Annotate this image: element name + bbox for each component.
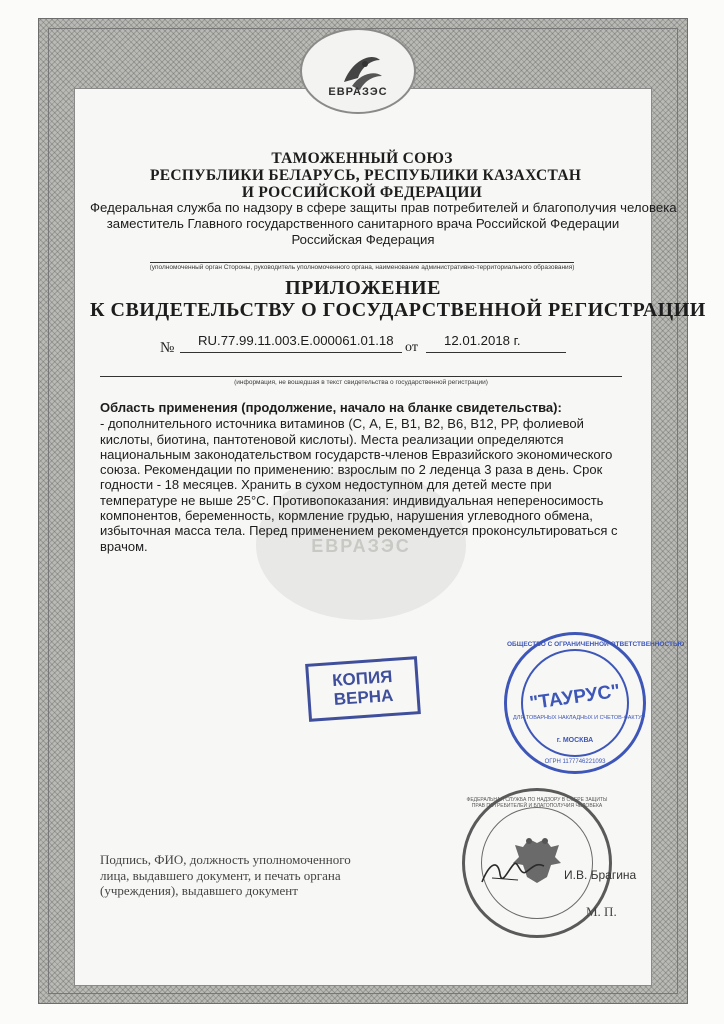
signatory-name: И.В. Брагина bbox=[564, 868, 637, 882]
signature-caption bbox=[100, 852, 420, 899]
emblem-swirl-icon bbox=[302, 30, 414, 112]
signature-caption-line3: (учреждения), выдавшего документ bbox=[100, 883, 298, 898]
company-seal bbox=[504, 632, 685, 774]
scope-heading: Область применения (продолжение, начало на бланке свидетельства): bbox=[100, 400, 562, 415]
application-scope bbox=[100, 400, 622, 554]
document-title: ПРИЛОЖЕНИЕ bbox=[285, 277, 441, 299]
emblem-label: ЕВРАЗЭС bbox=[328, 86, 388, 98]
signature-caption-line2: лица, выдавшего документ, и печать органа bbox=[100, 867, 341, 883]
company-seal-city: г. МОСКВА bbox=[556, 737, 594, 744]
agency-line3: Российская Федерация bbox=[291, 232, 435, 247]
document-subtitle: К СВИДЕТЕЛЬСТВУ О ГОСУДАРСТВЕННОЙ РЕГИСТРАЦИИ bbox=[90, 299, 706, 321]
registration-date: 12.01.2018 г. bbox=[444, 333, 521, 348]
info-caption: (информация, не вошедшая в текст свидетельства о государственной регистрации) bbox=[234, 379, 488, 386]
number-rule bbox=[180, 352, 402, 353]
union-title-line3: И РОССИЙСКОЙ ФЕДЕРАЦИИ bbox=[241, 184, 483, 201]
union-title-line2: РЕСПУБЛИКИ БЕЛАРУСЬ, РЕСПУБЛИКИ КАЗАХСТАН bbox=[150, 167, 582, 184]
company-seal-ogrn: ОГРН 1177746221093 bbox=[544, 759, 606, 765]
company-seal-ring-text: ОБЩЕСТВО С ОГРАНИЧЕННОЙ ОТВЕТСТВЕННОСТЬЮ bbox=[507, 641, 685, 648]
header-rule bbox=[150, 262, 574, 263]
info-rule bbox=[100, 376, 622, 377]
agency-line2: заместитель Главного государственного санитарного врача Российской Федерации bbox=[106, 216, 620, 231]
agency-line1: Федеральная служба по надзору в сфере защиты прав потребителей и благополучия человека bbox=[90, 200, 677, 215]
agency-seal-ring-text: ФЕДЕРАЛЬНАЯ СЛУЖБА ПО НАДЗОРУ В СФЕРЕ ЗАЩИТЫ ПРАВ ПОТРЕБИТЕЛЕЙ И БЛАГОПОЛУЧИЯ ЧЕЛОВЕКА bbox=[466, 797, 608, 809]
authority-caption: (уполномоченный орган Стороны, руководитель уполномоченного органа, наименование административно-территориального образования) bbox=[149, 264, 575, 271]
handwritten-signature bbox=[478, 852, 548, 892]
number-prefix: № bbox=[160, 340, 175, 356]
copy-stamp-line2: ВЕРНА bbox=[333, 685, 394, 710]
union-title-line1: ТАМОЖЕННЫЙ СОЮЗ bbox=[271, 150, 453, 167]
copy-stamp-line1: КОПИЯ bbox=[331, 666, 393, 691]
company-seal-sub: ДЛЯ ТОВАРНЫХ НАКЛАДНЫХ И СЧЕТОВ-ФАКТУР bbox=[513, 715, 646, 721]
copy-certified-stamp bbox=[305, 656, 421, 722]
registration-number: RU.77.99.11.003.Е.000061.01.18 bbox=[198, 333, 394, 348]
company-seal-name: "ТАУРУС" bbox=[528, 680, 622, 715]
scope-text: - дополнительного источника витаминов (С, А, Е, В1, В2, В6, В12, РР, фолиевой кислоты, биотина, пантотеновой кислоты). Места реализации определяются национальным законодательством государств-членов Евразийского экономического союза. Рекомендации по применению: взрослым по 2 леденца 3 раза в день. Срок годности - 18 месяцев. Хранить в сухом недоступном для детей месте при температуре не выше 25°С. Противопоказания: индивидуальная непереносимость компонентов, беременность, кормление грудью, нарушения углеводного обмена, избыточная масса тела. Перед применением рекомендуется проконсультироваться с врачом. bbox=[100, 416, 618, 554]
signature-caption-line1: Подпись, ФИО, должность уполномоченного bbox=[100, 852, 351, 867]
date-prefix: от bbox=[405, 340, 418, 355]
watermark-label: ЕВРАЗЭС bbox=[311, 536, 411, 556]
date-rule bbox=[426, 352, 566, 353]
seal-placeholder-mp: М. П. bbox=[586, 904, 617, 919]
eurasec-emblem bbox=[300, 28, 416, 114]
